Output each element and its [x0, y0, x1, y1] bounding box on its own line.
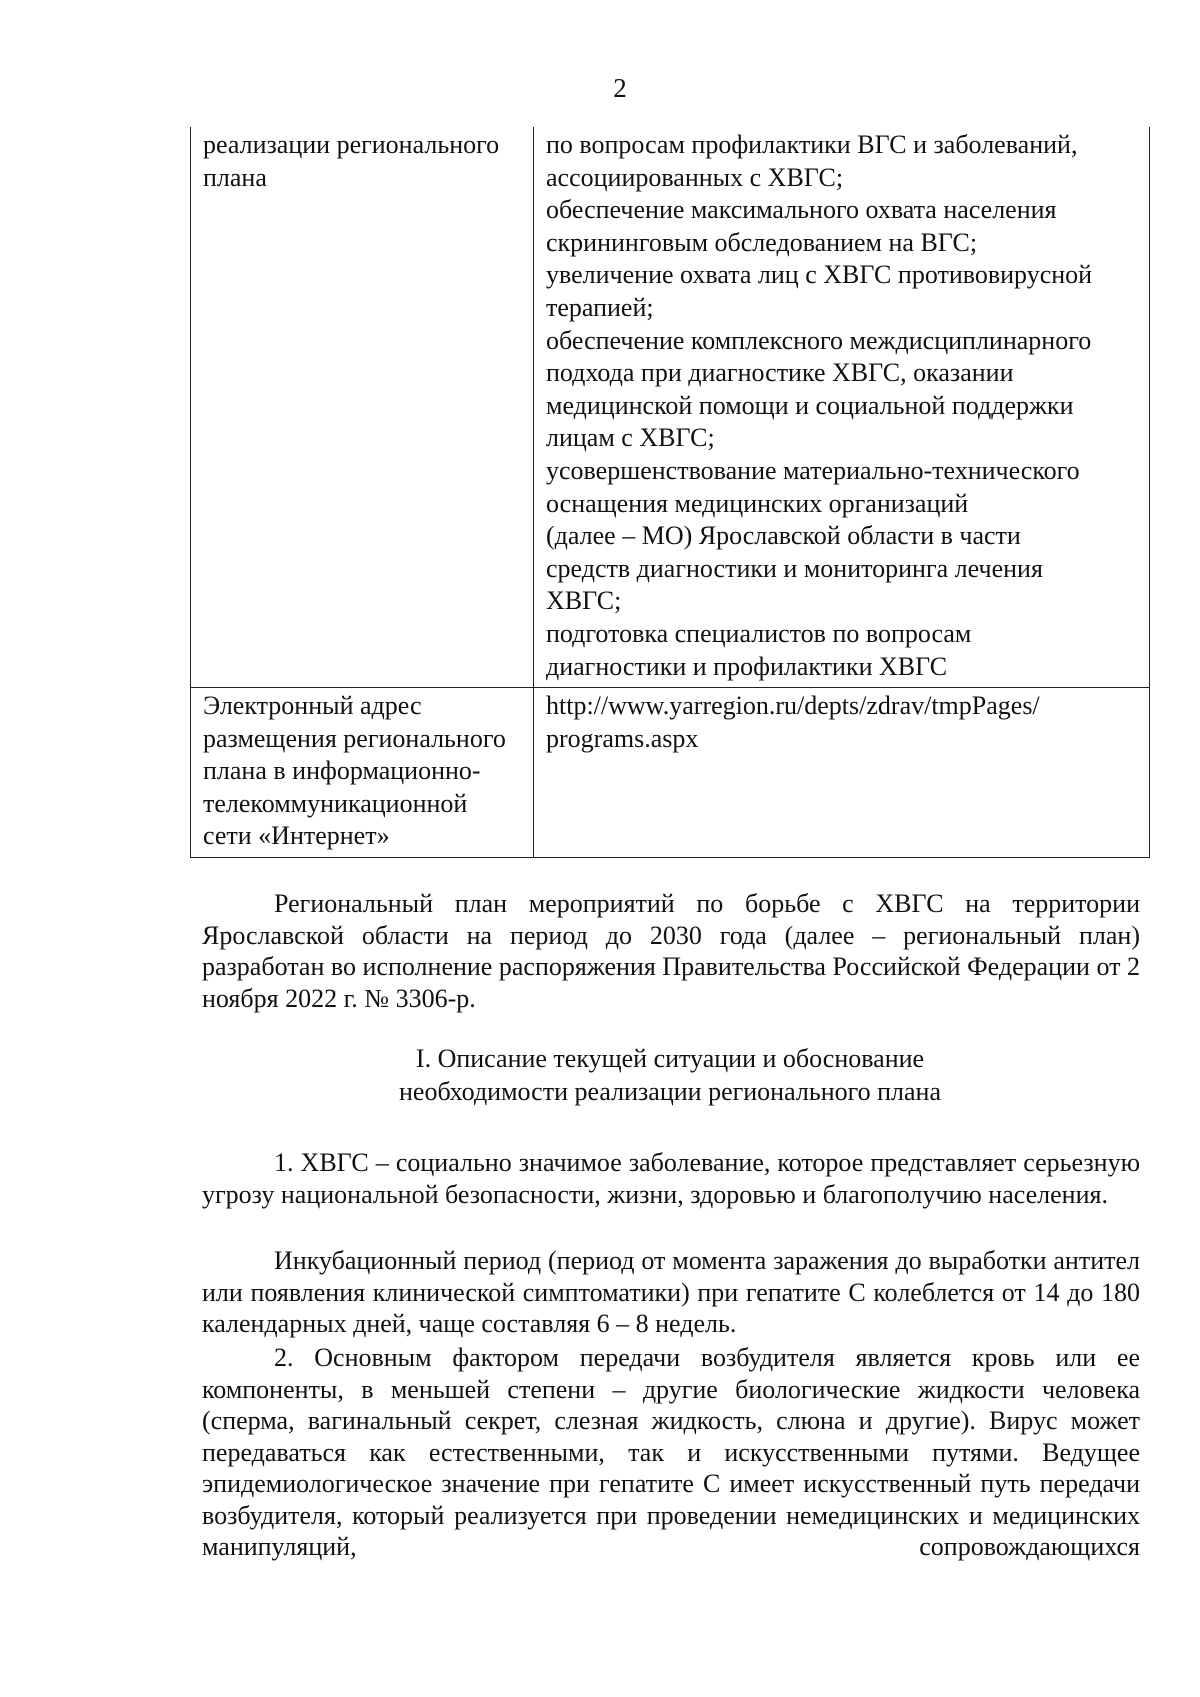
table-label-line: сети «Интернет»	[203, 821, 390, 851]
table-value-line: скрининговым обследованием на ВГС;	[546, 227, 978, 257]
table-value-line: ХВГС;	[546, 586, 622, 616]
table-label-cell	[191, 127, 534, 688]
table-value-line: обеспечение комплексного междисциплинарного	[546, 325, 1092, 355]
table-value-line: (далее – МО) Ярославской области в части	[546, 521, 1021, 551]
table-value-line: подготовка специалистов по вопросам	[546, 618, 972, 648]
table-value-line: обеспечение максимального охвата населения	[546, 195, 1057, 225]
table-label-line: реализации регионального	[203, 130, 500, 159]
intro-paragraph: Региональный план мероприятий по борьбе с ХВГС на территории Ярославской области на период до 2030 года (далее – региональный план) разработан во исполнение распоряжения Правительства Российской Федерации от 2 ноября 2022 г. № 3306-р.	[202, 889, 1140, 1013]
table-row	[191, 127, 1150, 688]
section-heading	[190, 1042, 1150, 1108]
table-label-line: размещения регионального	[203, 723, 506, 753]
table-label-line: телекоммуникационной	[203, 788, 468, 818]
body-paragraph: 1. ХВГС – социально значимое заболевание, которое представляет серьезную угрозу национальной безопасности, жизни, здоровью и благополучию населения.	[202, 1148, 1140, 1209]
table-label-line: плана в информационно-	[203, 756, 481, 786]
table-value-line: оснащения медицинских организаций	[546, 488, 969, 518]
table-value-line: ассоциированных с ХВГС;	[546, 162, 844, 192]
table-label-line: плана	[203, 162, 267, 192]
table-value-line: подхода при диагностике ХВГС, оказании	[546, 358, 1014, 388]
table-value-line: средств диагностики и мониторинга лечения	[546, 553, 1043, 583]
table-value-cell	[534, 688, 1150, 858]
table-value-line: терапией;	[546, 292, 654, 322]
table-value-line: лицам с ХВГС;	[546, 423, 715, 453]
table-label-cell	[191, 688, 534, 858]
table-value-cell	[534, 127, 1150, 688]
table-value-line: увеличение охвата лиц с ХВГС противовирусной	[546, 260, 1093, 290]
plan-info-table	[190, 127, 1150, 858]
table-value-line: медицинской помощи и социальной поддержки	[546, 390, 1074, 420]
table-label-line: Электронный адрес	[203, 691, 422, 721]
plan-url-line: http://www.yarregion.ru/depts/zdrav/tmpPages/	[546, 691, 1040, 721]
body-paragraph: Инкубационный период (период от момента заражения до выработки антител или появления клинической симптоматики) при гепатите С колеблется от 14 до 180 календарных дней, чаще составляя 6 – 8 недель.	[202, 1246, 1140, 1338]
page-number: 2	[613, 73, 627, 103]
section-heading-line: необходимости реализации регионального плана	[398, 1077, 942, 1106]
table-row	[191, 688, 1150, 858]
table-value-line: по вопросам профилактики ВГС и заболеваний,	[546, 130, 1078, 159]
table-value-line: усовершенствование материально-технического	[546, 455, 1080, 485]
plan-url-line: programs.aspx	[546, 723, 699, 753]
section-heading-line: I. Описание текущей ситуации и обоснование	[415, 1044, 925, 1073]
table-value-line: диагностики и профилактики ХВГС	[546, 651, 948, 681]
body-paragraph: 2. Основным фактором передачи возбудителя является кровь или ее компоненты, в меньшей степени – другие биологические жидкости человека (сперма, вагинальный секрет, слезная жидкость, слюна и другие). Вирус может передаваться как естественными, так и искусственными путями. Ведущее эпидемиологическое значение при гепатите С имеет искусственный путь передачи возбудителя, который реализуется при проведении немедицинских и медицинских манипуляций, сопровождающихся	[202, 1343, 1140, 1561]
